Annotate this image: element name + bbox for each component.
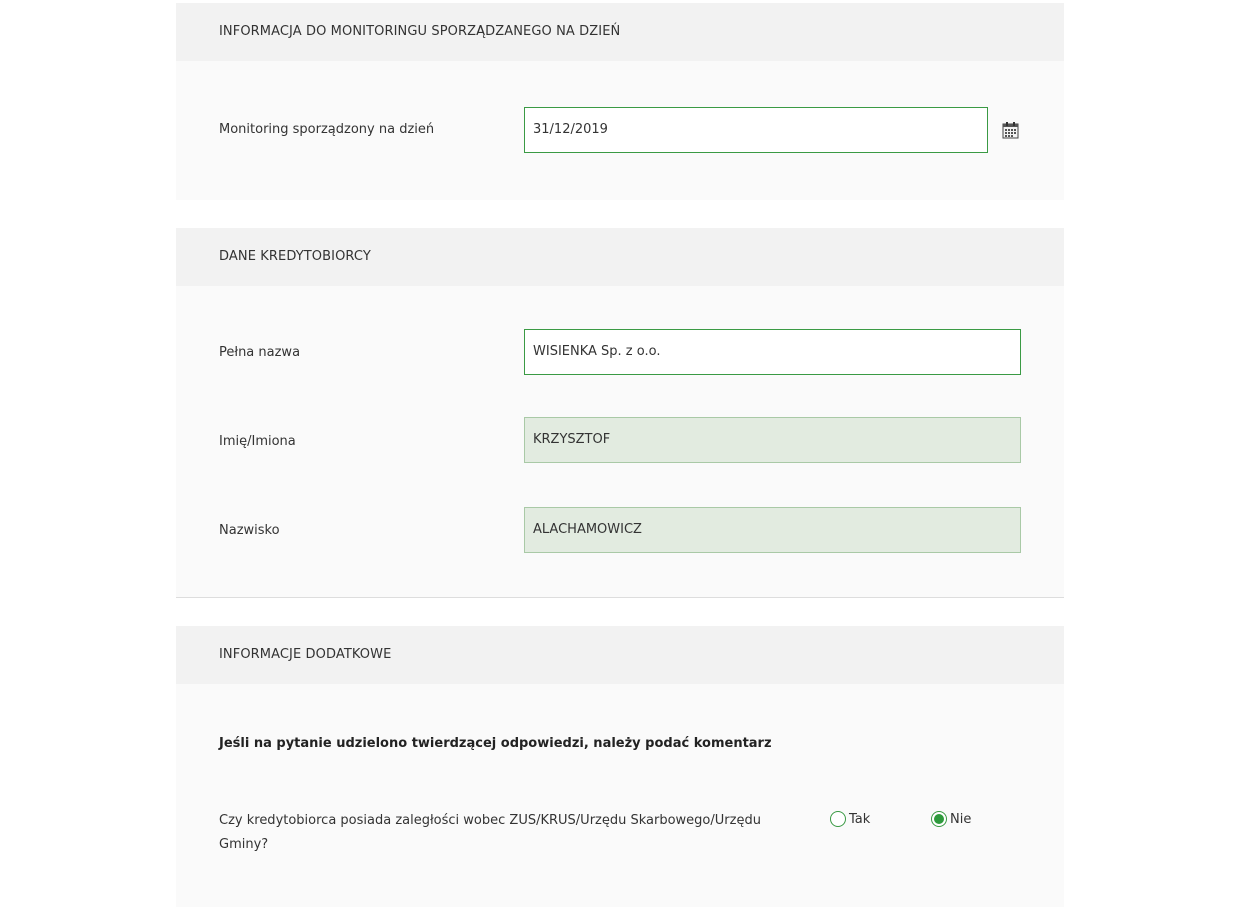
borrower-data-panel <box>176 228 1064 597</box>
borrower-data-header <box>176 228 1064 286</box>
arrears-question: Czy kredytobiorca posiada zaległości wobec ZUS/KRUS/Urzędu Skarbowego/Urzędu Gminy? <box>219 813 761 852</box>
radio-option-nie[interactable] <box>931 811 971 827</box>
additional-info-header-title: INFORMACJE DODATKOWE <box>219 647 392 662</box>
section-divider <box>176 597 1064 598</box>
last-name-input: ALACHAMOWICZ <box>524 507 1021 553</box>
monitoring-date-label: Monitoring sporządzony na dzień <box>219 122 435 137</box>
first-name-label: Imię/Imiona <box>219 434 296 449</box>
radio-nie-circle[interactable] <box>931 811 947 827</box>
radio-tak-label[interactable]: Tak <box>849 811 871 827</box>
calendar-icon[interactable] <box>1002 121 1019 139</box>
monitoring-date-input[interactable]: 31/12/2019 <box>524 107 988 153</box>
radio-tak-circle[interactable] <box>830 811 846 827</box>
full-name-input[interactable]: WISIENKA Sp. z o.o. <box>524 329 1021 375</box>
full-name-label: Pełna nazwa <box>219 345 301 360</box>
monitoring-date-panel <box>176 3 1064 200</box>
additional-info-header <box>176 626 1064 684</box>
radio-selected-dot <box>934 814 944 824</box>
last-name-label: Nazwisko <box>219 523 280 538</box>
borrower-data-header-title: DANE KREDYTOBIORCY <box>219 249 371 264</box>
monitoring-date-header-title: INFORMACJA DO MONITORINGU SPORZĄDZANEGO NA DZIEŃ <box>219 24 621 39</box>
radio-option-tak[interactable] <box>830 811 870 827</box>
additional-info-panel <box>176 626 1064 907</box>
radio-nie-label[interactable]: Nie <box>950 811 972 827</box>
first-name-input: KRZYSZTOF <box>524 417 1021 463</box>
monitoring-date-header <box>176 3 1064 61</box>
comment-note: Jeśli na pytanie udzielono twierdzącej odpowiedzi, należy podać komentarz <box>219 736 772 751</box>
